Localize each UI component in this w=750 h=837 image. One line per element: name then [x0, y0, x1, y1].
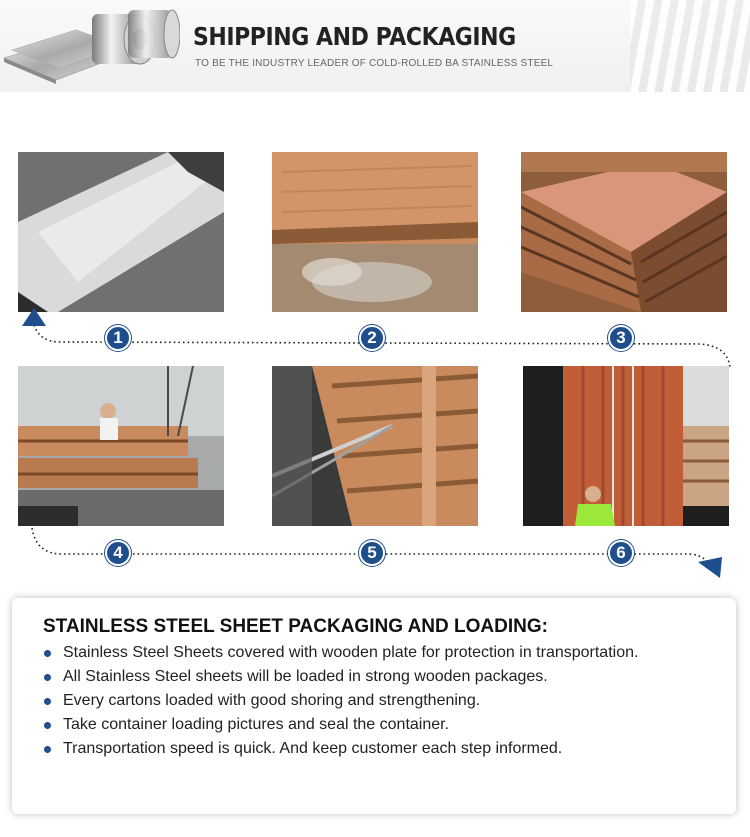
bullet-icon: [44, 722, 51, 729]
step-badge-6: 6: [608, 540, 634, 566]
list-item: Transportation speed is quick. And keep customer each step informed.: [43, 737, 638, 761]
step-badge-2: 2: [359, 325, 385, 351]
page-title: SHIPPING AND PACKAGING: [193, 22, 516, 51]
list-item: Take container loading pictures and seal the container.: [43, 713, 638, 737]
bullet-icon: [44, 650, 51, 657]
step-badge-3: 3: [608, 325, 634, 351]
packaging-info-card: [12, 598, 736, 814]
packaging-list: [43, 641, 638, 761]
crane-loading-photo: [18, 366, 224, 526]
bullet-icon: [44, 674, 51, 681]
header-banner: [0, 0, 750, 92]
list-item: All Stainless Steel sheets will be loaded in strong wooden packages.: [43, 665, 638, 689]
header-decoration: [630, 0, 750, 92]
wooden-plate-cover-photo: [272, 152, 478, 312]
step-badge-1: 1: [105, 325, 131, 351]
step-badge-4: 4: [105, 540, 131, 566]
bullet-icon: [44, 746, 51, 753]
container-shoring-photo: [272, 366, 478, 526]
wooden-package-photo: [521, 152, 727, 312]
bullet-icon: [44, 698, 51, 705]
card-title: STAINLESS STEEL SHEET PACKAGING AND LOADING:: [43, 616, 548, 637]
container-sealing-photo: [523, 366, 729, 526]
steel-coil-logo-icon: [0, 0, 180, 90]
list-item: Every cartons loaded with good shoring and strengthening.: [43, 689, 638, 713]
stainless-steel-sheet-photo: [18, 152, 224, 312]
step-badge-5: 5: [359, 540, 385, 566]
page-subtitle: TO BE THE INDUSTRY LEADER OF COLD-ROLLED BA STAINLESS STEEL: [195, 58, 554, 69]
list-item: Stainless Steel Sheets covered with wooden plate for protection in transportation.: [43, 641, 638, 665]
